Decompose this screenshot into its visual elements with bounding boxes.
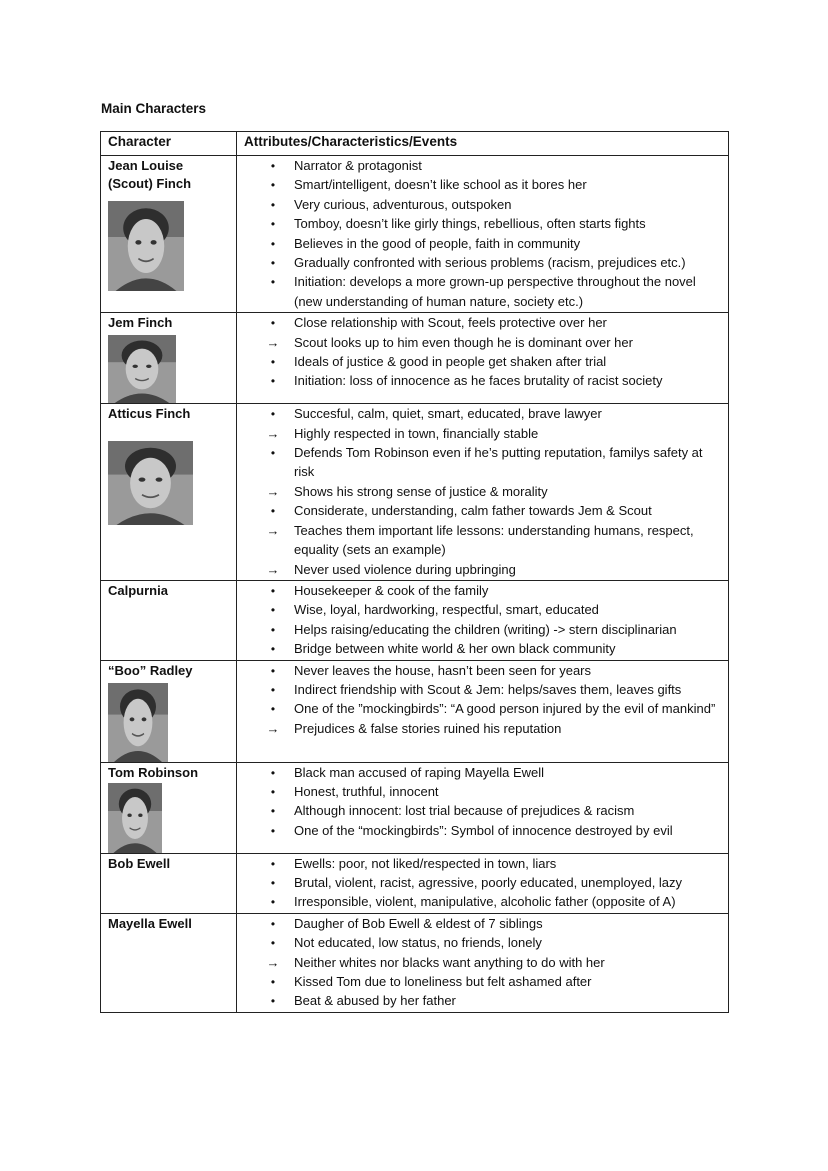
bullet-icon — [263, 680, 283, 700]
bullet-icon — [263, 175, 283, 195]
attribute-list — [237, 854, 728, 913]
attribute-list — [237, 661, 728, 740]
list-item-text: Wise, loyal, hardworking, respectful, smart, educated — [294, 602, 599, 618]
attribute-list — [237, 156, 728, 312]
list-item-text: Teaches them important life lessons: understanding humans, respect, equality (sets an example) — [294, 522, 694, 558]
tom-portrait-photo — [108, 783, 162, 853]
list-item-text: Smart/intelligent, doesn’t like school as it bores her — [294, 177, 587, 193]
list-item — [237, 156, 724, 175]
character-name: Bob Ewell — [108, 855, 171, 871]
bullet-icon — [263, 639, 283, 659]
table-header-row — [101, 132, 729, 156]
list-item-text: Brutal, violent, racist, agressive, poorly educated, unemployed, lazy — [294, 874, 683, 890]
attributes-cell — [237, 853, 729, 913]
bullet-icon — [263, 443, 283, 463]
list-item — [237, 801, 724, 820]
arrow-icon — [263, 333, 283, 352]
list-item-text: Considerate, understanding, calm father towards Jem & Scout — [294, 503, 652, 519]
column-header-character: Character — [101, 132, 237, 156]
list-item-text: Tomboy, doesn’t like girly things, rebellious, often starts fights — [294, 216, 646, 232]
list-item-text: One of the ”mockingbirds”: “A good person injured by the evil of mankind” — [294, 701, 716, 717]
character-name: Jem Finch — [108, 315, 173, 331]
list-item-text: Shows his strong sense of justice & morality — [294, 483, 548, 499]
list-item — [237, 313, 724, 332]
table-row — [101, 156, 729, 313]
list-item — [237, 501, 724, 520]
list-item-text: Indirect friendship with Scout & Jem: helps/saves them, leaves gifts — [294, 681, 682, 697]
list-item — [237, 482, 724, 501]
bullet-icon — [263, 404, 283, 424]
list-item-text: Narrator & protagonist — [294, 158, 422, 173]
bullet-icon — [263, 581, 283, 601]
list-item — [237, 195, 724, 214]
attributes-cell — [237, 660, 729, 762]
list-item — [237, 782, 724, 801]
arrow-icon — [263, 953, 283, 972]
page-heading: Main Characters — [101, 101, 207, 116]
table-row — [101, 853, 729, 913]
list-item — [237, 933, 724, 952]
list-item-text: Defends Tom Robinson even if he’s putting reputation, familys safety at risk — [294, 445, 703, 480]
character-cell — [101, 404, 237, 581]
list-item-text: Neither whites nor blacks want anything to do with her — [294, 954, 605, 970]
list-item — [237, 581, 724, 600]
list-item — [237, 953, 724, 972]
characters-table — [100, 131, 729, 1013]
list-item-text: Very curious, adventurous, outspoken — [294, 196, 512, 212]
list-item — [237, 560, 724, 579]
bullet-icon — [263, 156, 283, 176]
character-cell — [101, 580, 237, 660]
bullet-icon — [263, 600, 283, 620]
bullet-icon — [263, 821, 283, 841]
arrow-icon — [263, 521, 283, 540]
bullet-icon — [263, 892, 283, 912]
bullet-icon — [263, 873, 283, 893]
table-row — [101, 404, 729, 581]
bullet-icon — [263, 313, 283, 333]
table-row — [101, 313, 729, 404]
bullet-icon — [263, 214, 283, 234]
list-item — [237, 972, 724, 991]
scout-portrait-photo — [108, 201, 184, 291]
list-item-text: Beat & abused by her father — [294, 993, 456, 1009]
list-item — [237, 352, 724, 371]
attribute-list — [237, 763, 728, 842]
list-item — [237, 854, 724, 873]
character-cell — [101, 156, 237, 313]
list-item-text: Prejudices & false stories ruined his reputation — [294, 720, 562, 736]
list-item-text: Never leaves the house, hasn’t been seen for years — [294, 662, 592, 678]
list-item — [237, 821, 724, 840]
list-item-text: Close relationship with Scout, feels protective over her — [294, 315, 607, 331]
list-item-text: Kissed Tom due to loneliness but felt ashamed after — [294, 973, 592, 989]
list-item — [237, 991, 724, 1010]
list-item-text: Bridge between white world & her own black community — [294, 641, 616, 657]
list-item — [237, 873, 724, 892]
list-item-text: One of the “mockingbirds”: Symbol of innocence destroyed by evil — [294, 822, 673, 838]
list-item-text: Initiation: loss of innocence as he faces brutality of racist society — [294, 373, 663, 389]
character-cell — [101, 913, 237, 1012]
jem-portrait-photo — [108, 335, 176, 403]
bullet-icon — [263, 272, 283, 292]
arrow-icon — [263, 560, 283, 579]
list-item-text: Ewells: poor, not liked/respected in town, liars — [294, 855, 557, 871]
list-item-text: Honest, truthful, innocent — [294, 783, 439, 799]
attributes-cell — [237, 313, 729, 404]
bullet-icon — [263, 801, 283, 821]
bullet-icon — [263, 854, 283, 874]
table-row — [101, 762, 729, 853]
character-cell — [101, 853, 237, 913]
boo-portrait-photo — [108, 683, 168, 762]
attributes-cell — [237, 404, 729, 581]
bullet-icon — [263, 234, 283, 254]
bullet-icon — [263, 972, 283, 992]
list-item — [237, 333, 724, 352]
list-item-text: Irresponsible, violent, manipulative, alcoholic father (opposite of A) — [294, 894, 676, 910]
list-item — [237, 371, 724, 390]
bullet-icon — [263, 352, 283, 372]
character-name: “Boo” Radley — [108, 662, 193, 678]
list-item-text: Housekeeper & cook of the family — [294, 582, 489, 598]
bullet-icon — [263, 195, 283, 215]
list-item-text: Believes in the good of people, faith in community — [294, 235, 581, 251]
list-item-text: Black man accused of raping Mayella Ewell — [294, 764, 545, 780]
attributes-cell — [237, 156, 729, 313]
list-item — [237, 763, 724, 782]
bullet-icon — [263, 763, 283, 783]
list-item — [237, 892, 724, 911]
list-item — [237, 253, 724, 272]
list-item-text: Not educated, low status, no friends, lonely — [294, 935, 542, 951]
list-item-text: Ideals of justice & good in people get shaken after trial — [294, 354, 607, 370]
arrow-icon — [263, 482, 283, 501]
attribute-list — [237, 914, 728, 1012]
list-item — [237, 719, 724, 738]
character-cell — [101, 660, 237, 762]
table-row — [101, 660, 729, 762]
bullet-icon — [263, 699, 283, 719]
list-item — [237, 699, 724, 718]
character-name: Jean Louise (Scout) Finch — [108, 158, 192, 191]
list-item-text: Initiation: develops a more grown-up perspective throughout the novel (new understanding of human nature, society etc.) — [294, 274, 696, 309]
list-item — [237, 639, 724, 658]
bullet-icon — [263, 501, 283, 521]
attributes-cell — [237, 762, 729, 853]
character-cell — [101, 762, 237, 853]
list-item-text: Daugher of Bob Ewell & eldest of 7 siblings — [294, 915, 543, 931]
list-item-text: Gradually confronted with serious problems (racism, prejudices etc.) — [294, 255, 686, 271]
arrow-icon — [263, 719, 283, 738]
list-item — [237, 680, 724, 699]
character-name: Atticus Finch — [108, 406, 191, 422]
attribute-list — [237, 404, 728, 580]
list-item — [237, 600, 724, 619]
list-item-text: Although innocent: lost trial because of prejudices & racism — [294, 803, 635, 819]
list-item — [237, 443, 724, 482]
table-row — [101, 913, 729, 1012]
list-item — [237, 661, 724, 680]
list-item — [237, 175, 724, 194]
list-item — [237, 521, 724, 560]
list-item — [237, 214, 724, 233]
arrow-icon — [263, 424, 283, 443]
character-name: Calpurnia — [108, 582, 168, 598]
bullet-icon — [263, 991, 283, 1011]
table-row — [101, 580, 729, 660]
bullet-icon — [263, 782, 283, 802]
character-cell — [101, 313, 237, 404]
list-item — [237, 914, 724, 933]
list-item-text: Helps raising/educating the children (writing) -> stern disciplinarian — [294, 621, 677, 637]
list-item-text: Never used violence during upbringing — [294, 561, 516, 577]
list-item-text: Succesful, calm, quiet, smart, educated, brave lawyer — [294, 406, 602, 422]
bullet-icon — [263, 371, 283, 391]
list-item — [237, 404, 724, 423]
bullet-icon — [263, 933, 283, 953]
attributes-cell — [237, 913, 729, 1012]
list-item — [237, 424, 724, 443]
list-item — [237, 272, 724, 311]
list-item — [237, 620, 724, 639]
bullet-icon — [263, 620, 283, 640]
list-item — [237, 234, 724, 253]
attributes-cell — [237, 580, 729, 660]
bullet-icon — [263, 253, 283, 273]
attribute-list — [237, 313, 728, 392]
character-name: Mayella Ewell — [108, 915, 192, 931]
list-item-text: Scout looks up to him even though he is dominant over her — [294, 334, 633, 350]
atticus-portrait-photo — [108, 441, 193, 525]
character-name: Tom Robinson — [108, 764, 199, 780]
list-item-text: Highly respected in town, financially stable — [294, 425, 539, 441]
bullet-icon — [263, 914, 283, 934]
column-header-attributes: Attributes/Characteristics/Events — [237, 132, 729, 156]
bullet-icon — [263, 661, 283, 681]
attribute-list — [237, 581, 728, 660]
